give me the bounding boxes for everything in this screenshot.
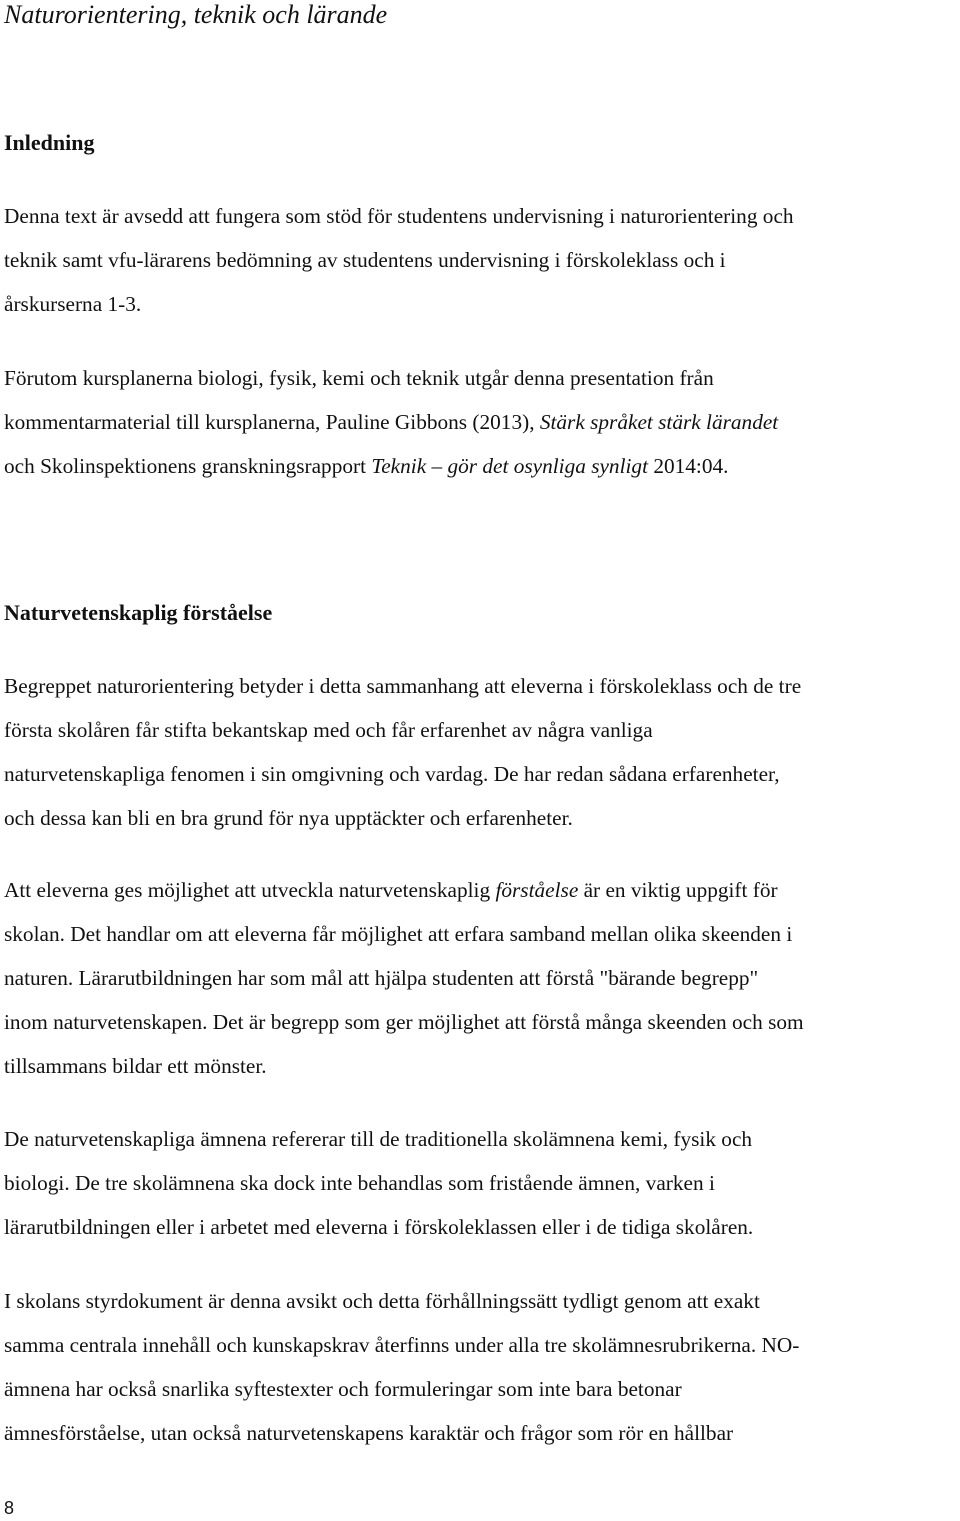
text-line: ämnena har också snarlika syftestexter och formuleringar som inte bara betonar <box>4 1377 682 1401</box>
text-line: samma centrala innehåll och kunskapskrav återfinns under alla tre skolämnesrubrikerna. NO- <box>4 1333 800 1357</box>
text-line: inom naturvetenskapen. Det är begrepp som ger möjlighet att förstå många skeenden och som <box>4 1010 804 1034</box>
paragraph-naturvetenskaplig-2 <box>4 868 804 1088</box>
document-title: Naturorientering, teknik och lärande <box>4 0 388 29</box>
text-line: lärarutbildningen eller i arbetet med eleverna i förskoleklassen eller i de tidiga skolåren. <box>4 1215 754 1239</box>
text-run: är en viktig uppgift för <box>578 878 778 902</box>
text-line: Denna text är avsedd att fungera som stöd för studentens undervisning i naturorientering och <box>4 204 794 228</box>
text-line: naturvetenskapliga fenomen i sin omgivning och vardag. De har redan sådana erfarenheter, <box>4 762 780 786</box>
text-run: Att eleverna ges möjlighet att utveckla naturvetenskaplig <box>4 878 496 902</box>
paragraph-inledning-2 <box>4 356 778 488</box>
paragraph-naturvetenskaplig-1 <box>4 664 801 840</box>
text-run: och Skolinspektionens granskningsrapport <box>4 454 372 478</box>
book-title-italic: Stärk språket stärk lärandet <box>539 410 779 434</box>
text-line <box>4 444 778 488</box>
text-run: 2014:04. <box>648 454 729 478</box>
text-line: teknik samt vfu-lärarens bedömning av studentens undervisning i förskoleklass och i <box>4 248 726 272</box>
text-line: I skolans styrdokument är denna avsikt och detta förhållningssätt tydligt genom att exakt <box>4 1289 760 1313</box>
text-line: Förutom kursplanerna biologi, fysik, kemi och teknik utgår denna presentation från <box>4 366 714 390</box>
text-line: De naturvetenskapliga ämnena refererar till de traditionella skolämnena kemi, fysik och <box>4 1127 753 1151</box>
text-line: första skolåren får stifta bekantskap med och får erfarenhet av några vanliga <box>4 718 653 742</box>
section-heading-naturvetenskaplig: Naturvetenskaplig förståelse <box>4 600 273 625</box>
paragraph-naturvetenskaplig-4 <box>4 1279 799 1455</box>
paragraph-inledning-1 <box>4 194 794 326</box>
text-line: tillsammans bildar ett mönster. <box>4 1054 267 1078</box>
text-line: ämnesförståelse, utan också naturvetenskapens karaktär och frågor som rör en hållbar <box>4 1421 734 1445</box>
report-title-italic: Teknik – gör det osynliga synligt <box>371 454 648 478</box>
text-line: naturen. Lärarutbildningen har som mål att hjälpa studenten att förstå "bärande begrepp" <box>4 966 759 990</box>
text-run: kommentarmaterial till kursplanerna, Pauline Gibbons (2013), <box>4 410 540 434</box>
text-line <box>4 868 804 912</box>
section-heading-inledning: Inledning <box>4 130 95 155</box>
text-line: Begreppet naturorientering betyder i detta sammanhang att eleverna i förskoleklass och de tre <box>4 674 802 698</box>
page-number: 8 <box>4 1498 15 1518</box>
text-line: skolan. Det handlar om att eleverna får möjlighet att erfara samband mellan olika skeenden i <box>4 922 793 946</box>
text-line: årskurserna 1-3. <box>4 292 142 316</box>
text-line: biologi. De tre skolämnena ska dock inte behandlas som fristående ämnen, varken i <box>4 1171 715 1195</box>
paragraph-naturvetenskaplig-3 <box>4 1117 753 1249</box>
text-line: och dessa kan bli en bra grund för nya upptäckter och erfarenheter. <box>4 806 573 830</box>
text-line <box>4 400 778 444</box>
emphasis-italic: förståelse <box>495 878 579 902</box>
